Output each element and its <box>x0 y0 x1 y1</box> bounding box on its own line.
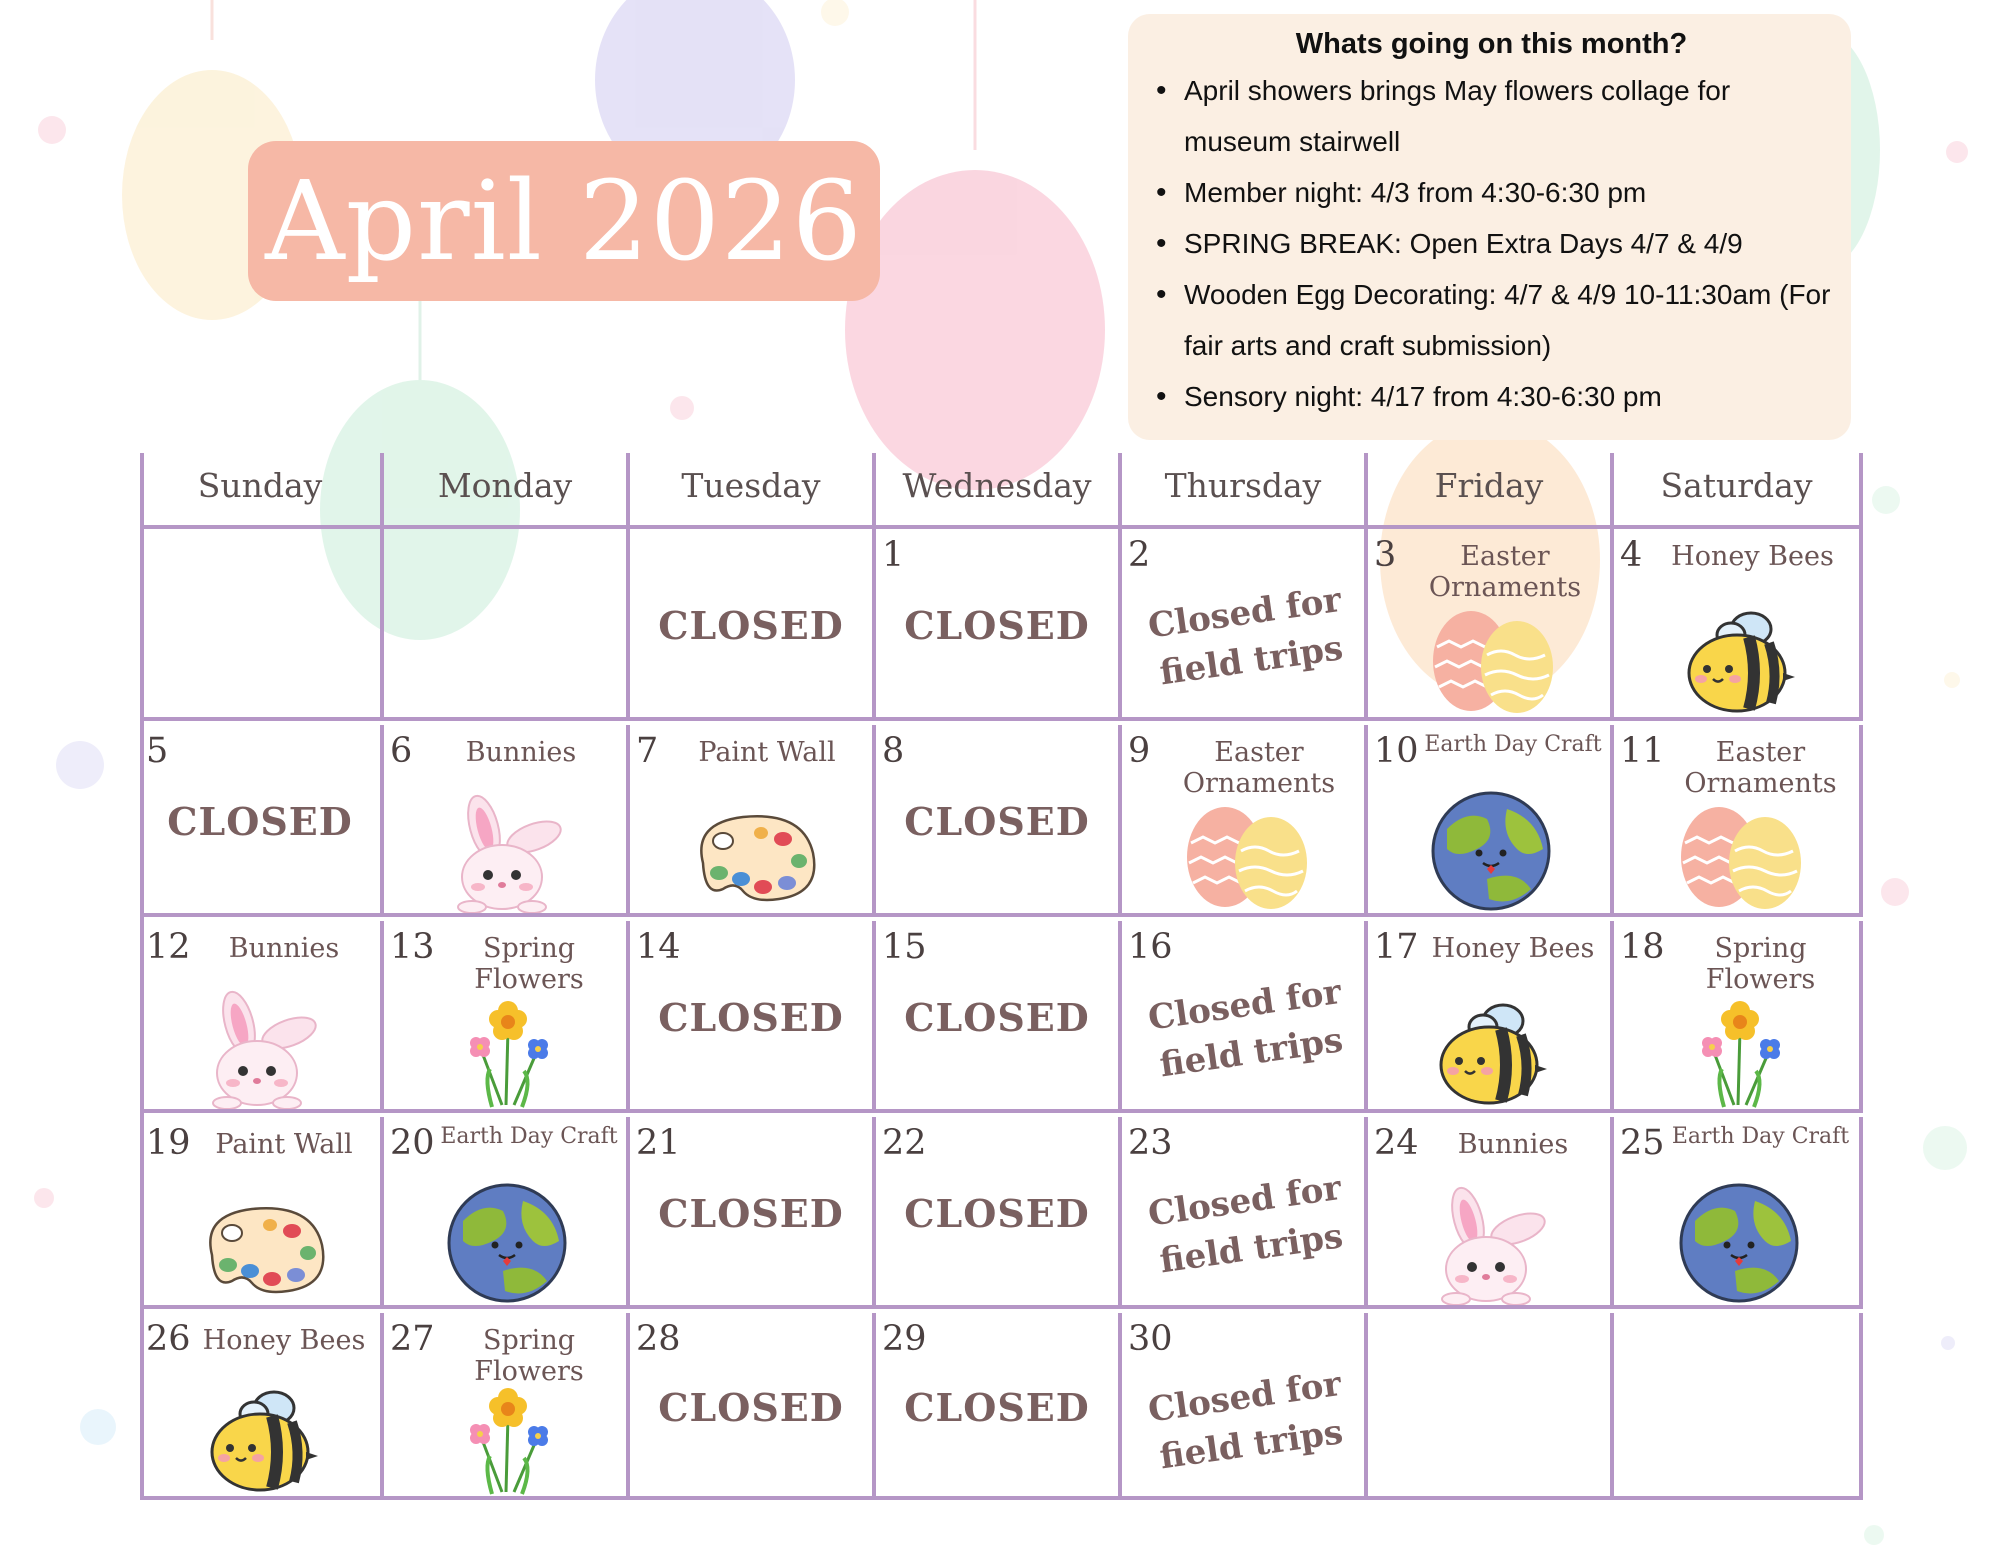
day-number: 23 <box>1128 1123 1173 1163</box>
paint-palette-icon <box>683 803 823 918</box>
info-item: • Member night: 4/3 from 4:30-6:30 pm <box>1184 167 1831 218</box>
easter-eggs-icon <box>1669 793 1809 918</box>
flowers-icon <box>462 1376 552 1501</box>
info-item: • SPRING BREAK: Open Extra Days 4/7 & 4/9 <box>1184 218 1831 269</box>
day-number: 28 <box>636 1319 681 1359</box>
day-cell-8 <box>876 725 1122 917</box>
activity-label: Bunnies <box>465 737 577 768</box>
day-header-thursday: Thursday <box>1122 453 1368 525</box>
easter-eggs-icon <box>1175 793 1315 918</box>
day-number: 18 <box>1620 927 1665 967</box>
day-number: 20 <box>390 1123 435 1163</box>
day-cell-9 <box>1122 725 1368 917</box>
day-cell-29 <box>876 1313 1122 1500</box>
day-cell-16 <box>1122 921 1368 1113</box>
day-cell-empty <box>1614 1313 1863 1500</box>
day-number: 9 <box>1128 731 1151 771</box>
closed-label: CLOSED <box>658 1384 844 1430</box>
day-number: 4 <box>1620 535 1643 575</box>
day-number: 10 <box>1374 731 1419 771</box>
day-number: 5 <box>146 731 169 771</box>
day-number: 29 <box>882 1319 927 1359</box>
day-number: 30 <box>1128 1319 1173 1359</box>
day-cell-14 <box>630 921 876 1113</box>
day-cell-18 <box>1614 921 1863 1113</box>
earth-icon <box>443 1181 571 1310</box>
day-number: 15 <box>882 927 927 967</box>
activity-label: Paint Wall <box>698 737 836 768</box>
day-cell-11 <box>1614 725 1863 917</box>
activity-label: Earth Day Craft <box>440 1124 618 1149</box>
activity-label: Honey Bees <box>1671 541 1834 572</box>
activity-label: Bunnies <box>1457 1129 1569 1160</box>
day-cell-1 <box>876 529 1122 721</box>
closed-label: CLOSED <box>167 799 353 844</box>
closed-label: CLOSED <box>904 995 1090 1040</box>
field-trips-label: Closed for field trips <box>1145 971 1346 1086</box>
day-cell-24 <box>1368 1117 1614 1309</box>
day-header-tuesday: Tuesday <box>630 453 876 525</box>
field-trips-label: Closed for field trips <box>1145 1167 1346 1282</box>
activity-label: Earth Day Craft <box>1671 1124 1850 1149</box>
bunny-icon <box>1426 1185 1556 1310</box>
day-cell-3 <box>1368 529 1614 721</box>
activity-label: Easter Ornaments <box>1684 737 1837 799</box>
day-number: 7 <box>636 731 659 771</box>
day-cell-27 <box>384 1313 630 1500</box>
day-cell-19 <box>140 1117 384 1309</box>
bunny-icon <box>442 793 572 918</box>
title-banner <box>248 141 880 301</box>
day-cell-17 <box>1368 921 1614 1113</box>
day-number: 22 <box>882 1123 927 1163</box>
day-cell-7 <box>630 725 876 917</box>
info-item: • Wooden Egg Decorating: 4/7 & 4/9 10-11:30am (For fair arts and craft submission) <box>1184 269 1831 371</box>
day-cell-20 <box>384 1117 630 1309</box>
day-cell-28 <box>630 1313 876 1500</box>
info-list <box>1152 65 1831 422</box>
day-number: 13 <box>390 927 435 967</box>
flowers-icon <box>1694 989 1784 1114</box>
day-cell-empty <box>140 529 384 721</box>
closed-label: CLOSED <box>658 1191 844 1236</box>
field-trips-label: Closed for field trips <box>1145 1363 1346 1478</box>
day-cell-5 <box>140 725 384 917</box>
day-number: 6 <box>390 731 413 771</box>
activity-label: Honey Bees <box>1431 933 1595 964</box>
activity-label: Earth Day Craft <box>1424 732 1602 757</box>
day-number: 2 <box>1128 535 1151 575</box>
day-cell-26 <box>140 1313 384 1500</box>
day-cell-4 <box>1614 529 1863 721</box>
earth-icon <box>1675 1181 1803 1310</box>
activity-label: Bunnies <box>228 933 340 964</box>
closed-label: CLOSED <box>904 603 1090 648</box>
day-cell-2 <box>1122 529 1368 721</box>
flowers-icon <box>462 989 552 1114</box>
info-item: • April showers brings May flowers collage for museum stairwell <box>1184 65 1831 167</box>
day-number: 26 <box>146 1319 191 1359</box>
day-header-monday: Monday <box>384 453 630 525</box>
day-number: 12 <box>146 927 191 967</box>
earth-icon <box>1427 789 1555 918</box>
day-number: 1 <box>882 535 905 575</box>
day-cell-12 <box>140 921 384 1113</box>
monthly-info-panel <box>1128 14 1851 440</box>
day-number: 25 <box>1620 1123 1665 1163</box>
bunny-icon <box>197 989 327 1114</box>
calendar-grid <box>140 453 1863 1500</box>
activity-label: Honey Bees <box>202 1325 366 1356</box>
day-header-saturday: Saturday <box>1614 453 1863 525</box>
day-cell-21 <box>630 1117 876 1309</box>
activity-label: Easter Ornaments <box>1182 737 1336 799</box>
closed-label: CLOSED <box>904 1191 1090 1236</box>
day-number: 19 <box>146 1123 191 1163</box>
day-header-wednesday: Wednesday <box>876 453 1122 525</box>
day-number: 27 <box>390 1319 435 1359</box>
day-cell-empty <box>384 529 630 721</box>
bee-icon <box>1679 607 1799 722</box>
day-number: 3 <box>1374 535 1397 575</box>
day-cell-23 <box>1122 1117 1368 1309</box>
day-header-sunday: Sunday <box>140 453 384 525</box>
activity-label: Paint Wall <box>215 1129 353 1160</box>
activity-label: Spring Flowers <box>1705 933 1816 995</box>
day-header-friday: Friday <box>1368 453 1614 525</box>
info-heading: Whats going on this month? <box>1295 28 1688 60</box>
day-number: 16 <box>1128 927 1173 967</box>
bee-icon <box>202 1386 322 1501</box>
day-cell-25 <box>1614 1117 1863 1309</box>
day-cell-13 <box>384 921 630 1113</box>
day-cell-22 <box>876 1117 1122 1309</box>
field-trips-label: Closed for field trips <box>1145 579 1346 694</box>
closed-label: CLOSED <box>658 603 844 648</box>
day-number: 8 <box>882 731 905 771</box>
day-cell-6 <box>384 725 630 917</box>
day-cell-15 <box>876 921 1122 1113</box>
day-number: 17 <box>1374 927 1419 967</box>
page-title: April 2026 <box>265 157 863 285</box>
info-item: • Sensory night: 4/17 from 4:30-6:30 pm <box>1184 371 1831 422</box>
activity-label: Spring Flowers <box>474 933 584 995</box>
day-cell-empty <box>630 529 876 721</box>
activity-label: Easter Ornaments <box>1428 541 1582 603</box>
day-number: 24 <box>1374 1123 1419 1163</box>
closed-label: CLOSED <box>904 799 1090 844</box>
day-number: 14 <box>636 927 681 967</box>
day-cell-empty <box>1368 1313 1614 1500</box>
paint-palette-icon <box>192 1195 332 1310</box>
day-number: 11 <box>1620 731 1665 771</box>
activity-label: Spring Flowers <box>474 1325 584 1387</box>
day-cell-10 <box>1368 725 1614 917</box>
closed-label: CLOSED <box>904 1384 1090 1430</box>
bee-icon <box>1431 999 1551 1114</box>
day-number: 21 <box>636 1123 681 1163</box>
day-cell-30 <box>1122 1313 1368 1500</box>
closed-label: CLOSED <box>658 995 844 1040</box>
easter-eggs-icon <box>1421 597 1561 722</box>
